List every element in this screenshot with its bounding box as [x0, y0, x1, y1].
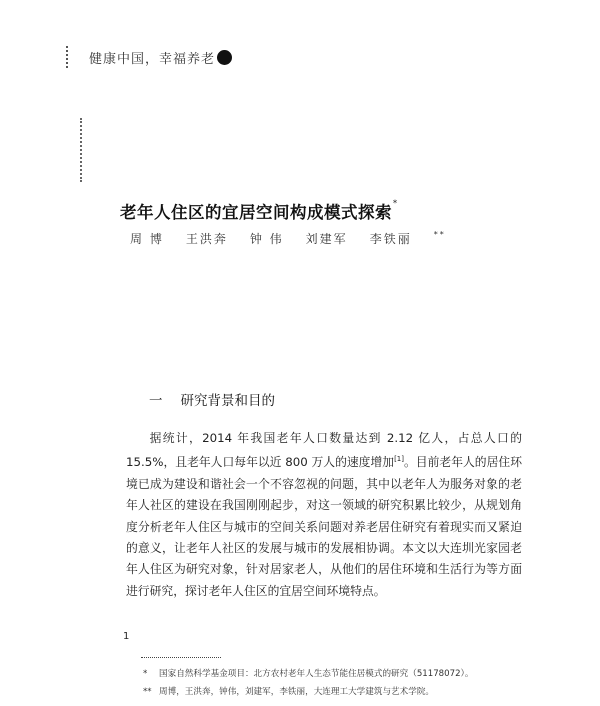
article-title-text: 老年人住区的宜居空间构成模式探索: [120, 203, 392, 222]
section-heading: [149, 389, 275, 409]
paragraph: 据统计，2014 年我国老年人口数量达到 2.12 亿人，占总人口的 15.5%，且老年人口每年以近 800 万人的速度增加[1]。目前老年人的居住环境已成为建设和谐社会一个不容忽视的问题，其中以老年人为服务对象的老年人社区的建设在我国刚刚起步，对这一领域的研究积累比较少，从规划角度分析老年人住区与城市的空间关系问题对养老居住研究有着现实而又紧迫的意义，让老年人社区的发展与城市的发展相协调。本文以大连圳光家园老年人住区为研究对象，针对居家老人，从他们的居住环境和生活行为等方面进行研究，探讨老年人住区的宜居空间环境特点。: [126, 431, 522, 598]
series-title: 健康中国，幸福养老: [89, 52, 216, 67]
author: 周 博: [130, 232, 164, 246]
footnotes: [143, 665, 473, 701]
author: 钟 伟: [249, 232, 284, 246]
body-text: [126, 428, 522, 602]
margin-dots-top: [66, 46, 70, 68]
footnote-divider: [141, 657, 221, 658]
footnote-mark: *: [143, 669, 148, 679]
margin-dots-middle: [80, 118, 84, 182]
page-mark: 1: [123, 631, 130, 642]
author-last: 李铁丽 **: [369, 230, 446, 246]
article-title: [120, 199, 398, 223]
author-list: [130, 230, 468, 247]
author: 王洪奔: [185, 232, 228, 246]
running-header: [89, 48, 232, 67]
footnote-item: [143, 665, 473, 683]
footnote-text: 周博，王洪奔，钟伟，刘建军，李铁丽，大连理工大学建筑与艺术学院。: [159, 687, 435, 697]
header-bullet-icon: [217, 50, 232, 65]
section-number: 一: [149, 393, 163, 409]
footnote-item: [143, 683, 473, 701]
citation-ref: [1]: [394, 455, 404, 464]
author: 刘建军: [305, 232, 348, 246]
section-heading-text: 研究背景和目的: [180, 393, 275, 409]
footnote-mark: **: [143, 687, 152, 697]
author-footnote-mark: **: [433, 230, 446, 239]
title-footnote-mark: *: [393, 199, 398, 208]
footnote-text: 国家自然科学基金项目：北方农村老年人生态节能住居模式的研究（51178072）。: [159, 669, 474, 679]
